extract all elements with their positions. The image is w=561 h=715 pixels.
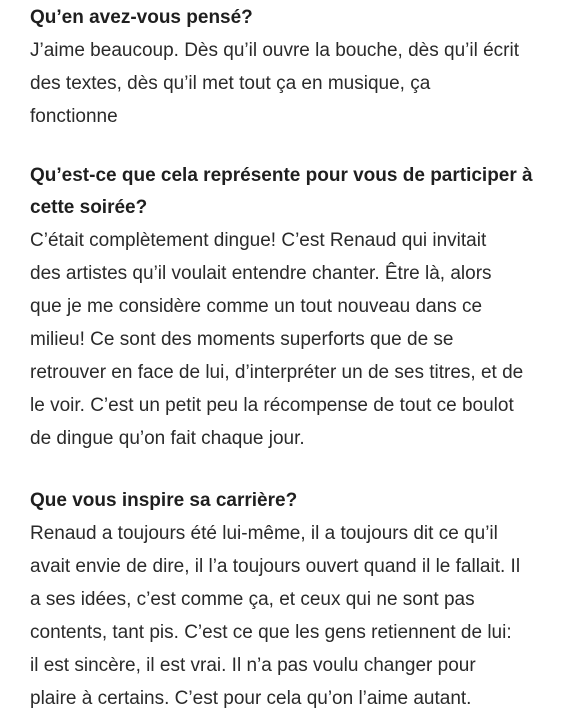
qa-block-1	[30, 2, 543, 133]
answer-line: le voir. C’est un petit peu la récompense de tout ce boulot	[30, 395, 514, 416]
qa-block-3	[30, 485, 543, 715]
question-heading	[30, 485, 543, 517]
answer-paragraph	[30, 224, 543, 455]
answer-line: J’aime beaucoup. Dès qu’il ouvre la bouche, dès qu’il écrit	[30, 40, 519, 61]
answer-line: fonctionne	[30, 106, 118, 127]
qa-block-2	[30, 160, 543, 455]
answer-line: de dingue qu’on fait chaque jour.	[30, 428, 305, 449]
question-heading	[30, 2, 543, 34]
answer-line: des textes, dès qu’il met tout ça en musique, ça	[30, 73, 431, 94]
answer-line: plaire à certains. C’est pour cela qu’on l’aime autant.	[30, 688, 472, 709]
answer-paragraph	[30, 34, 543, 133]
answer-line: milieu! Ce sont des moments superforts que de se	[30, 329, 454, 350]
question-heading	[30, 160, 543, 224]
answer-line: il est sincère, il est vrai. Il n’a pas voulu changer pour	[30, 655, 476, 676]
answer-line: contents, tant pis. C’est ce que les gens retiennent de lui:	[30, 622, 512, 643]
answer-line: a ses idées, c’est comme ça, et ceux qui ne sont pas	[30, 589, 475, 610]
question-line: Qu’en avez-vous pensé?	[30, 7, 253, 28]
question-line: Qu’est-ce que cela représente pour vous de participer à	[30, 165, 533, 186]
answer-paragraph	[30, 517, 543, 715]
question-line: cette soirée?	[30, 197, 148, 218]
answer-line: que je me considère comme un tout nouveau dans ce	[30, 296, 483, 317]
answer-line: des artistes qu’il voulait entendre chanter. Être là, alors	[30, 263, 492, 284]
question-line: Que vous inspire sa carrière?	[30, 490, 298, 511]
answer-line: C’était complètement dingue! C’est Renaud qui invitait	[30, 230, 487, 251]
answer-line: retrouver en face de lui, d’interpréter un de ses titres, et de	[30, 362, 524, 383]
answer-line: avait envie de dire, il l’a toujours ouvert quand il le fallait. Il	[30, 556, 521, 577]
answer-line: Renaud a toujours été lui-même, il a toujours dit ce qu’il	[30, 523, 498, 544]
